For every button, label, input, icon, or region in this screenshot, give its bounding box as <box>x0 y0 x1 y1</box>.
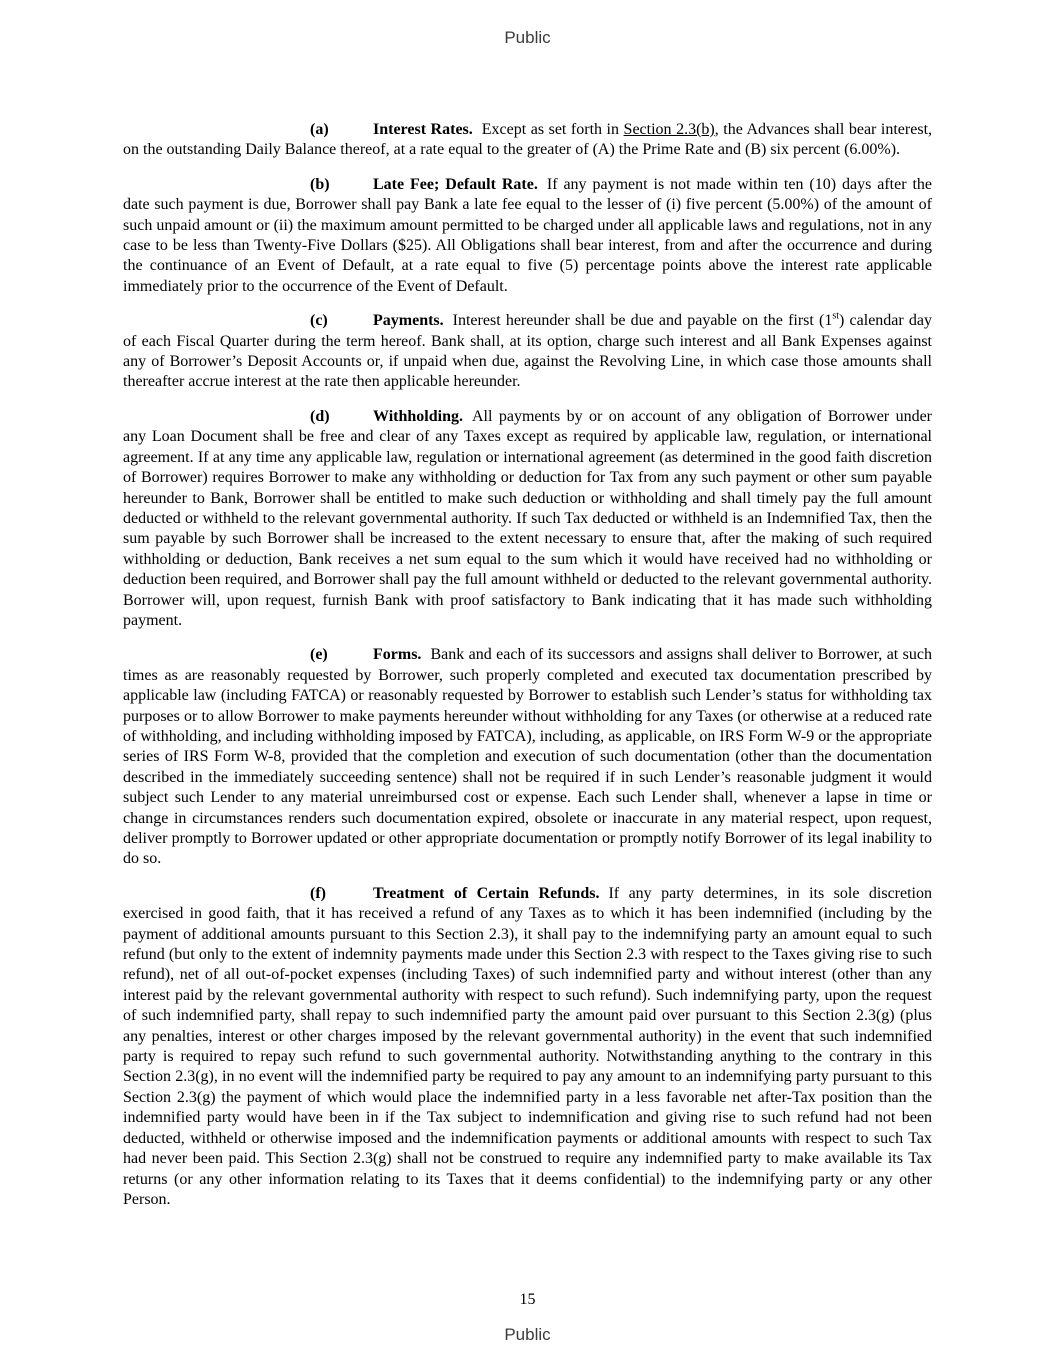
ordinal-superscript: st <box>832 310 840 322</box>
page-number: 15 <box>519 1291 536 1308</box>
paragraph-withholding <box>123 407 932 631</box>
header-classification-label: Public <box>504 28 551 47</box>
paragraph-heading: Withholding. <box>373 407 463 425</box>
paragraph-label: (b) <box>310 175 330 193</box>
paragraph-text: Except as set forth in <box>481 121 624 138</box>
paragraph-heading: Interest Rates. <box>373 121 473 138</box>
paragraph-heading: Treatment of Certain Refunds. <box>373 884 600 902</box>
paragraph-label: (d) <box>310 407 330 425</box>
paragraph-text: , the Advances shall bear interest, on the outstanding Daily Balance thereof, at a rate equal to the greater of (A) the Prime Rate and (B) six percent (6.00%). <box>123 121 933 159</box>
paragraph-text: Bank and each of its successors and assigns shall deliver to Borrower, at such times as are reasonably requested by Borrower, such properly completed and executed tax documentation prescribed by applicable law (including FATCA) or reasonably requested by Borrower to establish such Lender’s status for withholding tax purposes or to allow Borrower to make payments hereunder without withholding for any Taxes (or otherwise at a reduced rate of withholding, and including withholding imposed by FATCA), including, as applicable, on IRS Form W-9 or the appropriate series of IRS Form W-8, provided that the completion and execution of such documentation (other than the documentation described in the immediately succeeding sentence) shall not be required if in such Lender’s reasonable judgment it would subject such Lender to any material unreimbursed cost or expense. Each such Lender shall, whenever a lapse in time or change in circumstances renders such documentation expired, obsolete or inaccurate in any material respect, upon request, deliver promptly to Borrower updated or other appropriate documentation or promptly notify Borrower of its legal inability to do so. <box>123 646 932 868</box>
paragraph-heading: Payments. <box>373 312 444 330</box>
paragraph-interest-rates <box>123 120 932 161</box>
paragraph-heading: Forms. <box>373 646 422 664</box>
paragraph-text: Interest hereunder shall be due and payable on the first (1 <box>452 312 833 330</box>
document-body <box>123 120 932 1224</box>
paragraph-text: If any party determines, in its sole discretion exercised in good faith, that it has received a refund of any Taxes as to which it has been indemnified (including by the payment of additional amounts pursuant to this Section 2.3), it shall pay to the indemnifying party an amount equal to such refund (but only to the extent of indemnity payments made under this Section 2.3 with respect to the Taxes giving rise to such refund), net of all out-of-pocket expenses (including Taxes) of such indemnified party and without interest (other than any interest paid by the relevant governmental authority with respect to such refund). Such indemnifying party, upon the request of such indemnified party, shall repay to such indemnified party the amount paid over pursuant to this Section 2.3(g) (plus any penalties, interest or other charges imposed by the relevant governmental authority) in the event that such indemnified party is required to repay such refund to such governmental authority. Notwithstanding anything to the contrary in this Section 2.3(g), in no event will the indemnified party be required to pay any amount to an indemnifying party pursuant to this Section 2.3(g) the payment of which would place the indemnified party in a less favorable net after-Tax position than the indemnified party would have been in if the Tax subject to indemnification and giving rise to such refund had not been deducted, withheld or otherwise imposed and the indemnification payments or additional amounts with respect to such Tax had never been paid. This Section 2.3(g) shall not be construed to require any indemnified party to make available its Tax returns (or any other information relating to its Taxes that it deems confidential) to the indemnifying party or any other Person. <box>123 884 932 1208</box>
paragraph-treatment-of-certain-refunds <box>123 884 932 1211</box>
paragraph-late-fee-default-rate <box>123 175 932 297</box>
section-reference-link: Section 2.3(b) <box>623 121 715 138</box>
paragraph-text: If any payment is not made within ten (10) days after the date such payment is due, Borrower shall pay Bank a late fee equal to the lesser of (i) five percent (5.00%) of the amount of such unpaid amount or (ii) the maximum amount permitted to be charged under all applicable laws and regulations, not in any case to be less than Twenty-Five Dollars ($25). All Obligations shall bear interest, from and after the occurrence and during the continuance of an Event of Default, at a rate equal to five (5) percentage points above the interest rate applicable immediately prior to the occurrence of the Event of Default. <box>123 175 933 295</box>
paragraph-heading: Late Fee; Default Rate. <box>373 175 538 193</box>
paragraph-forms <box>123 645 932 869</box>
paragraph-payments <box>123 311 932 393</box>
paragraph-text: All payments by or on account of any obligation of Borrower under any Loan Document shall be free and clear of any Taxes except as required by applicable law, regulation, or international agreement. If at any time any applicable law, regulation or international agreement (as determined in the good faith discretion of Borrower) requires Borrower to make any withholding or deduction for Tax from any such payment or other sum payable hereunder to Bank, Borrower shall be entitled to make such deduction or withholding and shall timely pay the full amount deducted or withheld to the relevant governmental authority. If such Tax deducted or withheld is an Indemnified Tax, then the sum payable by such Borrower shall be increased to the extent necessary to ensure that, after the making of such required withholding or deduction, Bank receives a net sum equal to the sum which it would have received had no withholding or deduction been required, and Borrower shall pay the full amount withheld or deducted to the relevant governmental authority. Borrower will, upon request, furnish Bank with proof satisfactory to Bank indicating that it has made such withholding payment. <box>123 407 932 629</box>
footer-classification-label: Public <box>504 1325 551 1344</box>
paragraph-label: (a) <box>310 121 329 138</box>
paragraph-label: (c) <box>310 312 328 330</box>
paragraph-label: (e) <box>310 646 328 664</box>
paragraph-label: (f) <box>310 884 326 902</box>
paragraph-text: ) calendar day of each Fiscal Quarter during the term hereof. Bank shall, at its option, charge such interest and all Bank Expenses against any of Borrower’s Deposit Accounts or, if unpaid when due, against the Revolving Line, in which case those amounts shall thereafter accrue interest at the rate then applicable hereunder. <box>123 312 933 391</box>
